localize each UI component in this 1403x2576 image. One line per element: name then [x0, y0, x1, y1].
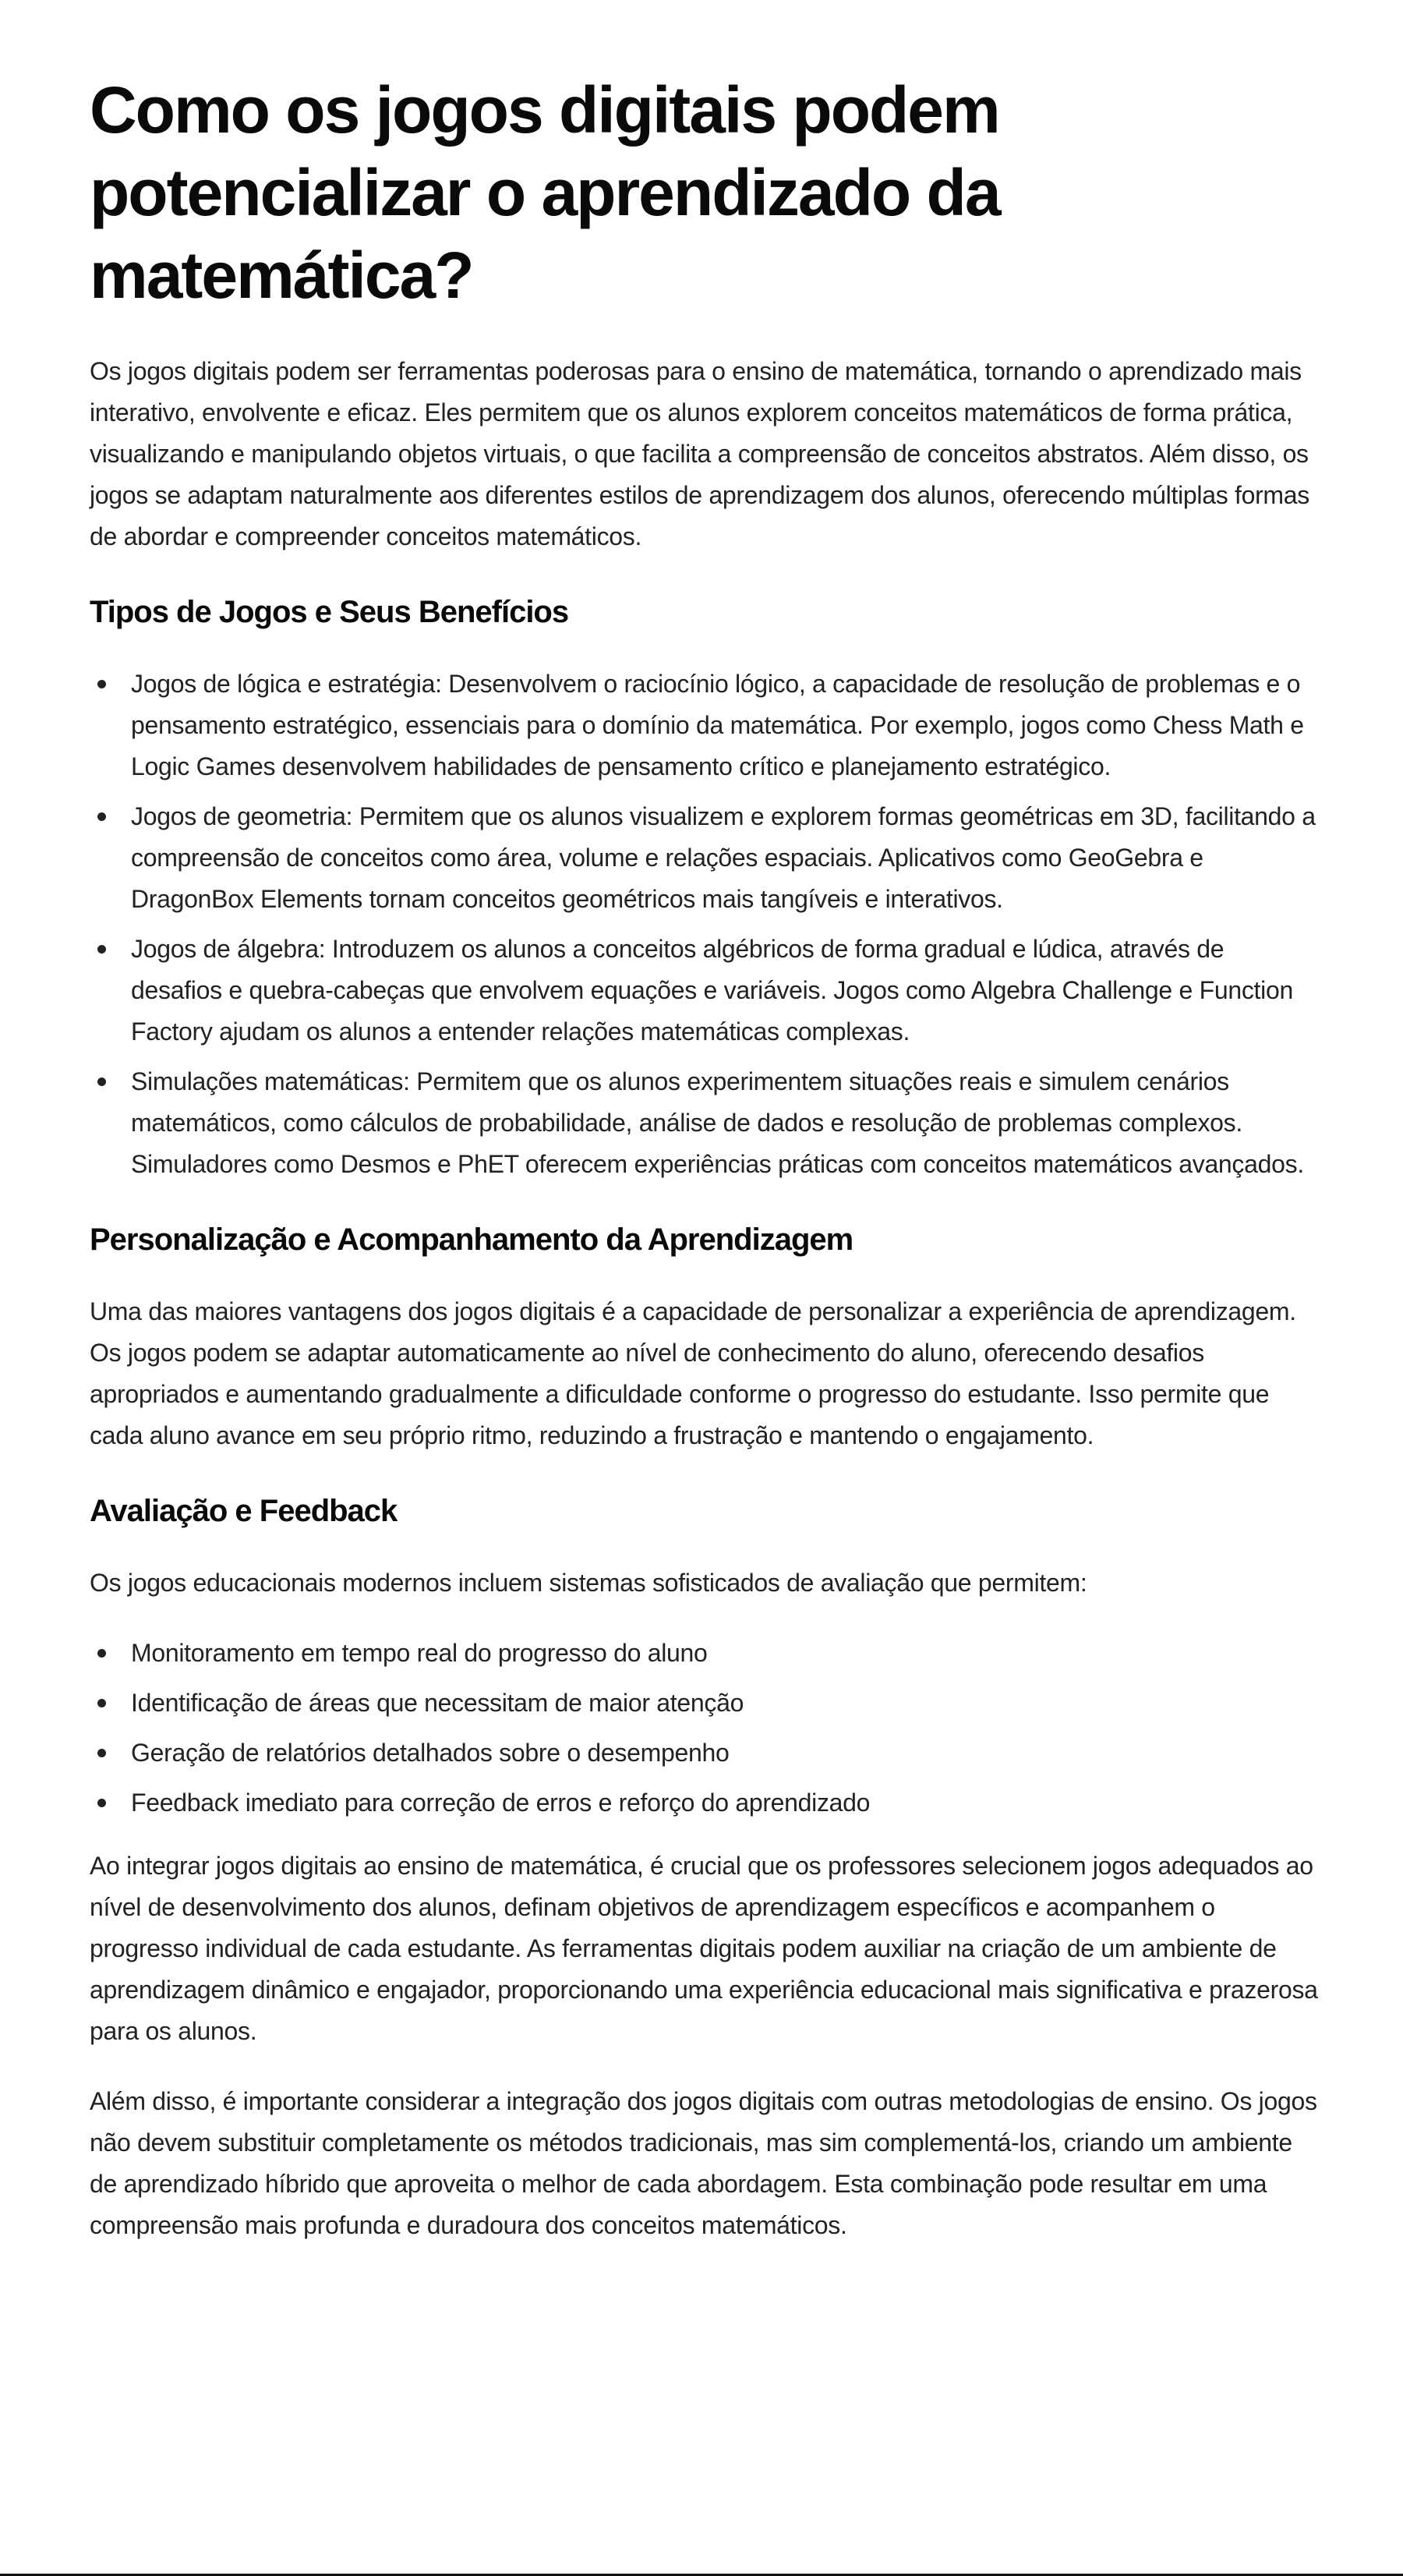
section-evaluation — [90, 1491, 1321, 1824]
section-game-types — [90, 592, 1321, 1185]
section-heading: Tipos de Jogos e Seus Benefícios — [90, 595, 569, 629]
section-heading: Avaliação e Feedback — [90, 1494, 398, 1528]
list-item: Identificação de áreas que necessitam de maior atenção — [90, 1683, 1321, 1724]
list-item: Jogos de geometria: Permitem que os alunos visualizem e explorem formas geométricas em 3D, facilitando a compreensão de conceitos como área, volume e relações espaciais. Aplicativos como GeoGebra e DragonBox Elements tornam conceitos geométricos mais tangíveis e interativos. — [90, 796, 1321, 920]
evaluation-list — [90, 1633, 1321, 1824]
bullet-icon — [97, 1749, 106, 1757]
bullet-icon — [97, 945, 106, 954]
list-item: Simulações matemáticas: Permitem que os alunos experimentem situações reais e simulem cenários matemáticos, como cálculos de probabilidade, análise de dados e resolução de problemas complexos. Simuladores como Desmos e PhET oferecem experiências práticas com conceitos matemáticos avançados. — [90, 1061, 1321, 1185]
intro-paragraph: Os jogos digitais podem ser ferramentas poderosas para o ensino de matemática, tornando o aprendizado mais interativo, envolvente e eficaz. Eles permitem que os alunos explorem conceitos matemáticos de forma prática, visualizando e manipulando objetos virtuais, o que facilita a compreensão de conceitos abstratos. Além disso, os jogos se adaptam naturalmente aos diferentes estilos de aprendizagem dos alunos, oferecendo múltiplas formas de abordar e compreender conceitos matemáticos. — [90, 357, 1309, 550]
list-item: Geração de relatórios detalhados sobre o desempenho — [90, 1732, 1321, 1774]
bullet-icon — [97, 1649, 106, 1658]
bullet-icon — [97, 1799, 106, 1807]
section-paragraph: Os jogos educacionais modernos incluem sistemas sofisticados de avaliação que permitem: — [90, 1569, 1087, 1597]
bullet-icon — [97, 680, 106, 688]
list-item: Feedback imediato para correção de erros e reforço do aprendizado — [90, 1782, 1321, 1824]
game-types-list — [90, 663, 1321, 1185]
list-item: Jogos de lógica e estratégia: Desenvolvem o raciocínio lógico, a capacidade de resolução de problemas e o pensamento estratégico, essenciais para o domínio da matemática. Por exemplo, jogos como Chess Math e Logic Games desenvolvem habilidades de pensamento crítico e planejamento estratégico. — [90, 663, 1321, 787]
section-heading: Personalização e Acompanhamento da Aprendizagem — [90, 1223, 853, 1257]
page-title: Como os jogos digitais podem potencializar o aprendizado da matemática? — [90, 73, 1000, 312]
closing-paragraph: Ao integrar jogos digitais ao ensino de matemática, é crucial que os professores selecionem jogos adequados ao nível de desenvolvimento dos alunos, definam objetivos de aprendizagem específicos e acompanhem o progresso individual de cada estudante. As ferramentas digitais podem auxiliar na criação de um ambiente de aprendizagem dinâmico e engajador, proporcionando uma experiência educacional mais significativa e prazerosa para os alunos. — [90, 1852, 1318, 2045]
section-paragraph: Uma das maiores vantagens dos jogos digitais é a capacidade de personalizar a experiência de aprendizagem. Os jogos podem se adaptar automaticamente ao nível de conhecimento do aluno, oferecendo desafios apropriados e aumentando gradualmente a dificuldade conforme o progresso do estudante. Isso permite que cada aluno avance em seu próprio ritmo, reduzindo a frustração e mantendo o engajamento. — [90, 1297, 1296, 1449]
list-item: Jogos de álgebra: Introduzem os alunos a conceitos algébricos de forma gradual e lúdica, através de desafios e quebra-cabeças que envolvem equações e variáveis. Jogos como Algebra Challenge e Function Factory ajudam os alunos a entender relações matemáticas complexas. — [90, 929, 1321, 1053]
article — [90, 69, 1321, 2275]
bullet-icon — [97, 1699, 106, 1707]
list-item: Monitoramento em tempo real do progresso do aluno — [90, 1633, 1321, 1674]
bullet-icon — [97, 1077, 106, 1086]
closing-paragraph: Além disso, é importante considerar a integração dos jogos digitais com outras metodologias de ensino. Os jogos não devem substituir completamente os métodos tradicionais, mas sim complementá-los, criando um ambiente de aprendizado híbrido que aproveita o melhor de cada abordagem. Esta combinação pode resultar em uma compreensão mais profunda e duradoura dos conceitos matemáticos. — [90, 2087, 1317, 2239]
section-personalization — [90, 1219, 1321, 1456]
bullet-icon — [97, 812, 106, 821]
